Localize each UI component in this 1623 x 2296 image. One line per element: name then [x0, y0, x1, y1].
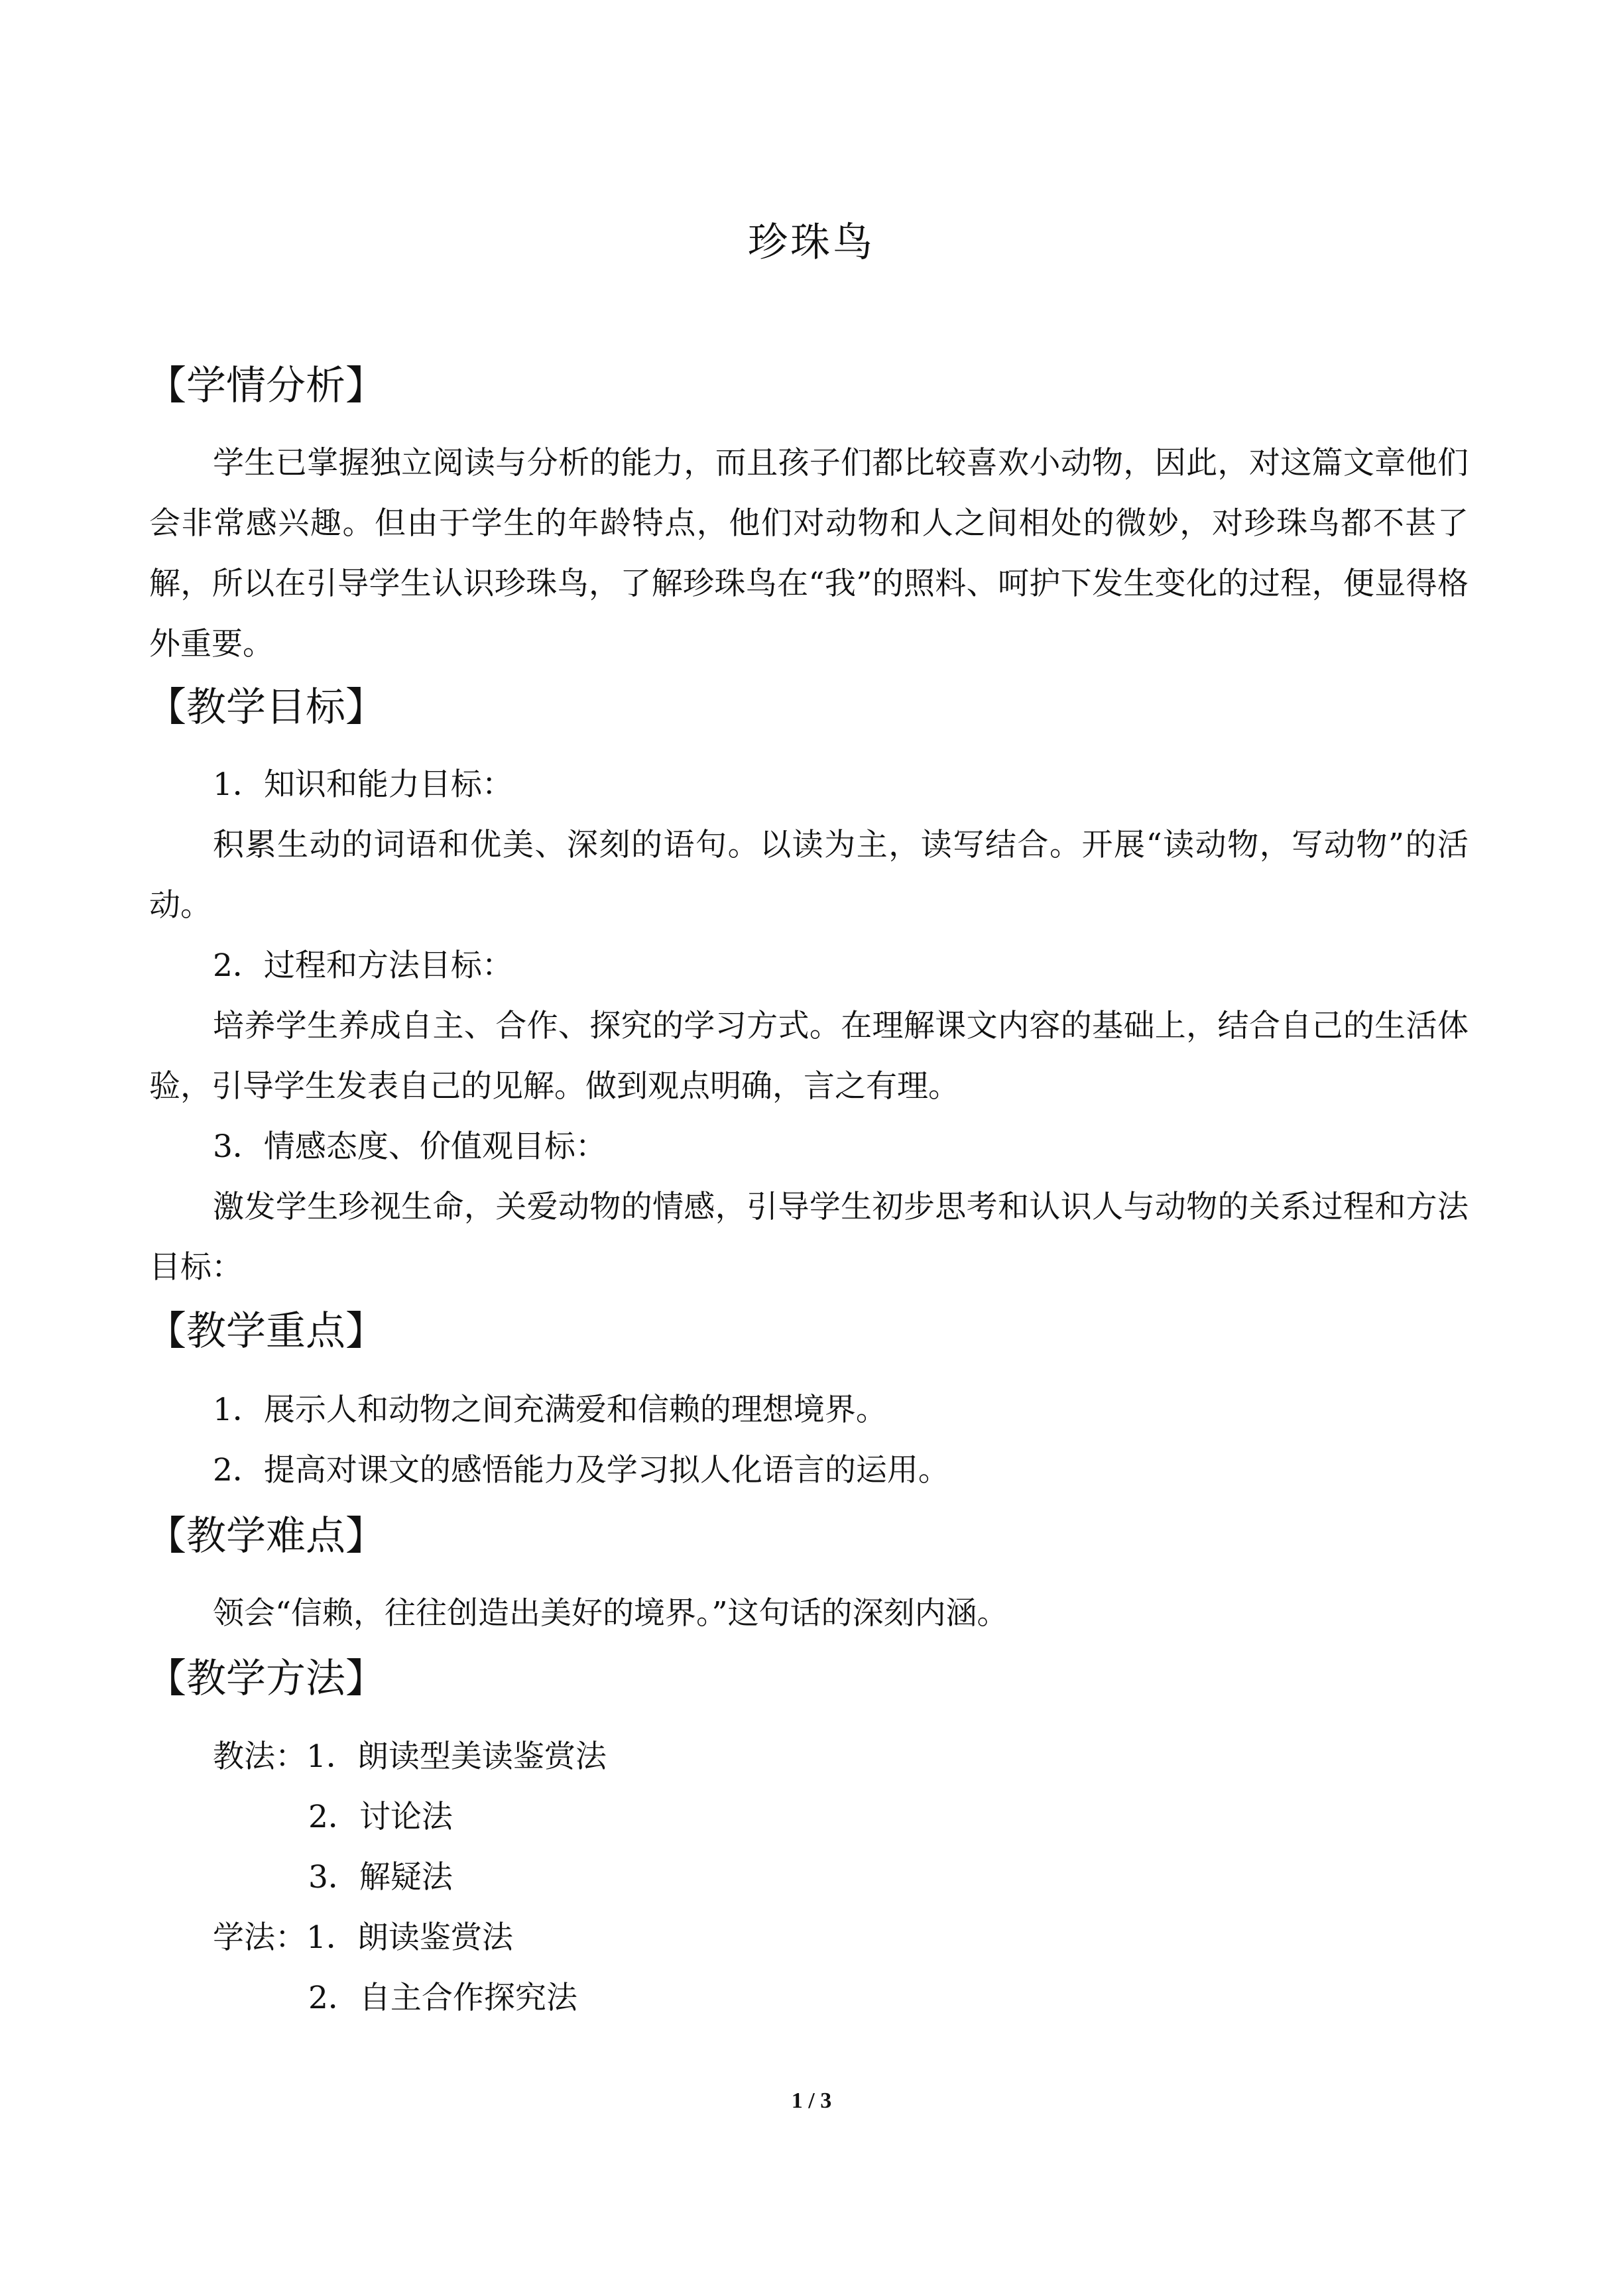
list-item: 学法：1．朗读鉴赏法 [213, 1919, 513, 1956]
list-item: 2．讨论法 [308, 1799, 453, 1835]
goal-item: 3．情感态度、价值观目标： [213, 1128, 607, 1165]
paragraph: 积累生动的词语和优美、深刻的语句。以读为主，读写结合。开展“读动物，写动物”的活动。 [149, 827, 1469, 924]
section-methods [149, 1652, 1469, 1705]
section-difficulties [149, 1510, 1469, 1563]
list-item: 2．提高对课文的感悟能力及学习拟人化语言的运用。 [213, 1452, 949, 1488]
teaching-goals-body [149, 755, 1469, 1298]
learning-analysis-body [149, 433, 1469, 674]
goal-item: 1．知识和能力目标： [213, 766, 513, 803]
section-heading: 【教学目标】 [147, 684, 385, 731]
list-item: 教法：1．朗读型美读鉴赏法 [213, 1738, 607, 1775]
list-item: 1．展示人和动物之间充满爱和信赖的理想境界。 [213, 1392, 887, 1428]
paragraph: 学生已掌握独立阅读与分析的能力，而且孩子们都比较喜欢小动物，因此，对这篇文章他们会非常感兴趣。但由于学生的年龄特点，他们对动物和人之间相处的微妙，对珍珠鸟都不甚了解，所以在引导学生认识珍珠鸟，了解珍珠鸟在“我”的照料、呵护下发生变化的过程，便显得格外重要。 [149, 445, 1469, 662]
section-teaching-goals [149, 681, 1469, 734]
document-title: 珍珠鸟 [748, 219, 875, 266]
section-heading: 【教学重点】 [147, 1308, 385, 1355]
section-heading: 【教学方法】 [147, 1656, 385, 1702]
methods-body [149, 1726, 1469, 2028]
paragraph: 培养学生养成自主、合作、探究的学习方式。在理解课文内容的基础上，结合自己的生活体验，引导学生发表自己的见解。做到观点明确，言之有理。 [149, 1008, 1469, 1105]
list-item: 3．解疑法 [308, 1859, 453, 1896]
goal-item: 2．过程和方法目标： [213, 947, 513, 984]
section-heading: 【学情分析】 [147, 363, 385, 409]
paragraph: 激发学生珍视生命，关爱动物的情感，引导学生初步思考和认识人与动物的关系过程和方法目标： [149, 1189, 1469, 1286]
section-heading: 【教学难点】 [147, 1513, 385, 1559]
list-item: 领会“信赖，往往创造出美好的境界。”这句话的深刻内涵。 [213, 1595, 1008, 1632]
key-points-body [149, 1380, 1469, 1500]
difficulties-body [149, 1583, 1469, 1644]
list-item: 2．自主合作探究法 [308, 1980, 577, 2016]
page-number: 1 / 3 [791, 2088, 832, 2113]
section-learning-analysis [149, 359, 1469, 412]
section-key-points [149, 1305, 1469, 1358]
